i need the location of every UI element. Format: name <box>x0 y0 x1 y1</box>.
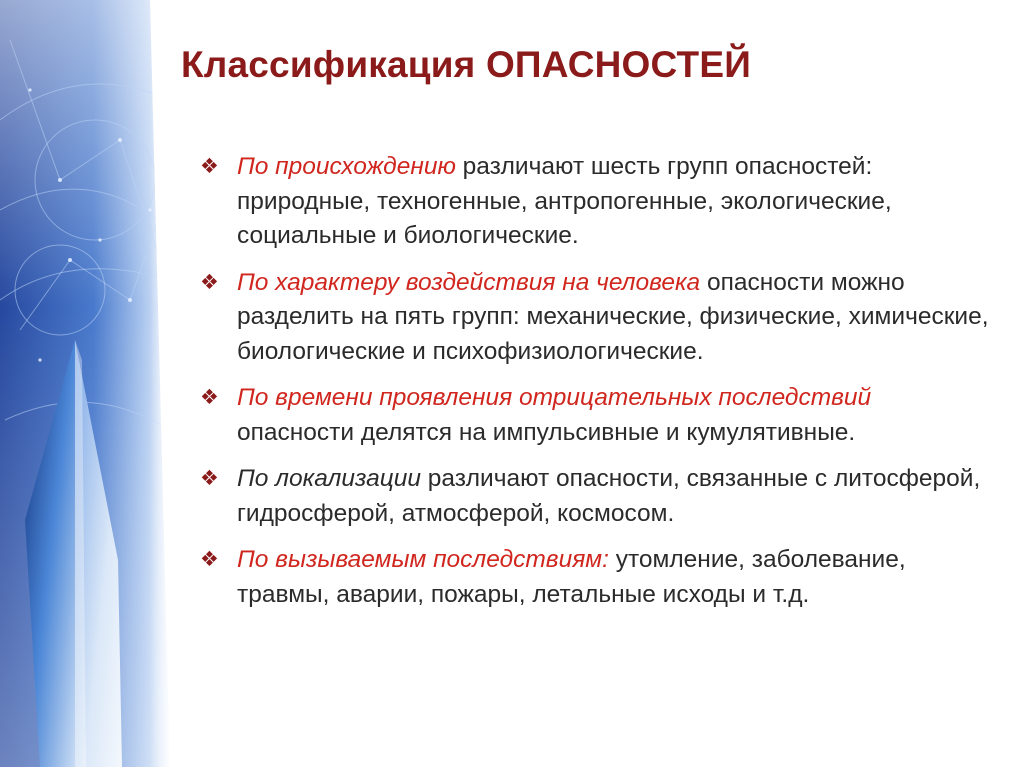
diamond-bullet-icon: ❖ <box>200 548 219 571</box>
bullet-lead-timing: По времени проявления отрицательных последствий <box>237 384 872 411</box>
bullet-lead-localization: По локализации <box>237 465 421 492</box>
slide-title: Классификация ОПАСНОСТЕЙ <box>181 44 752 85</box>
bullet-text: опасности можно разделить на пять групп: механические, физические, химические, биологические и психофизиологические. <box>237 268 989 365</box>
diamond-bullet-icon: ❖ <box>200 386 219 409</box>
bullet-text: различают шесть групп опасностей: природные, техногенные, антропогенные, экологические, социальные и биологические. <box>237 153 892 249</box>
decorative-tower-image <box>0 0 190 767</box>
bullet-text: различают опасности, связанные с литосферой, гидросферой, атмосферой, космосом. <box>237 465 981 527</box>
list-item <box>200 266 990 370</box>
diamond-bullet-icon: ❖ <box>200 467 219 490</box>
bullet-lead-impact: По характеру воздействия на человека <box>237 268 701 296</box>
diamond-bullet-icon: ❖ <box>200 155 219 178</box>
bullet-lead-consequences: По вызываемым последствиям: <box>237 546 609 573</box>
classification-list <box>200 150 990 624</box>
list-item <box>200 381 990 450</box>
list-item <box>200 150 990 254</box>
list-item <box>200 462 990 531</box>
list-item <box>200 543 990 612</box>
bullet-text: утомление, заболевание, травмы, аварии, пожары, летальные исходы и т.д. <box>237 546 906 608</box>
bullet-lead-origin: По происхождению <box>237 153 456 180</box>
diamond-bullet-icon: ❖ <box>200 270 219 294</box>
bullet-text: опасности делятся на импульсивные и кумулятивные. <box>237 418 856 446</box>
